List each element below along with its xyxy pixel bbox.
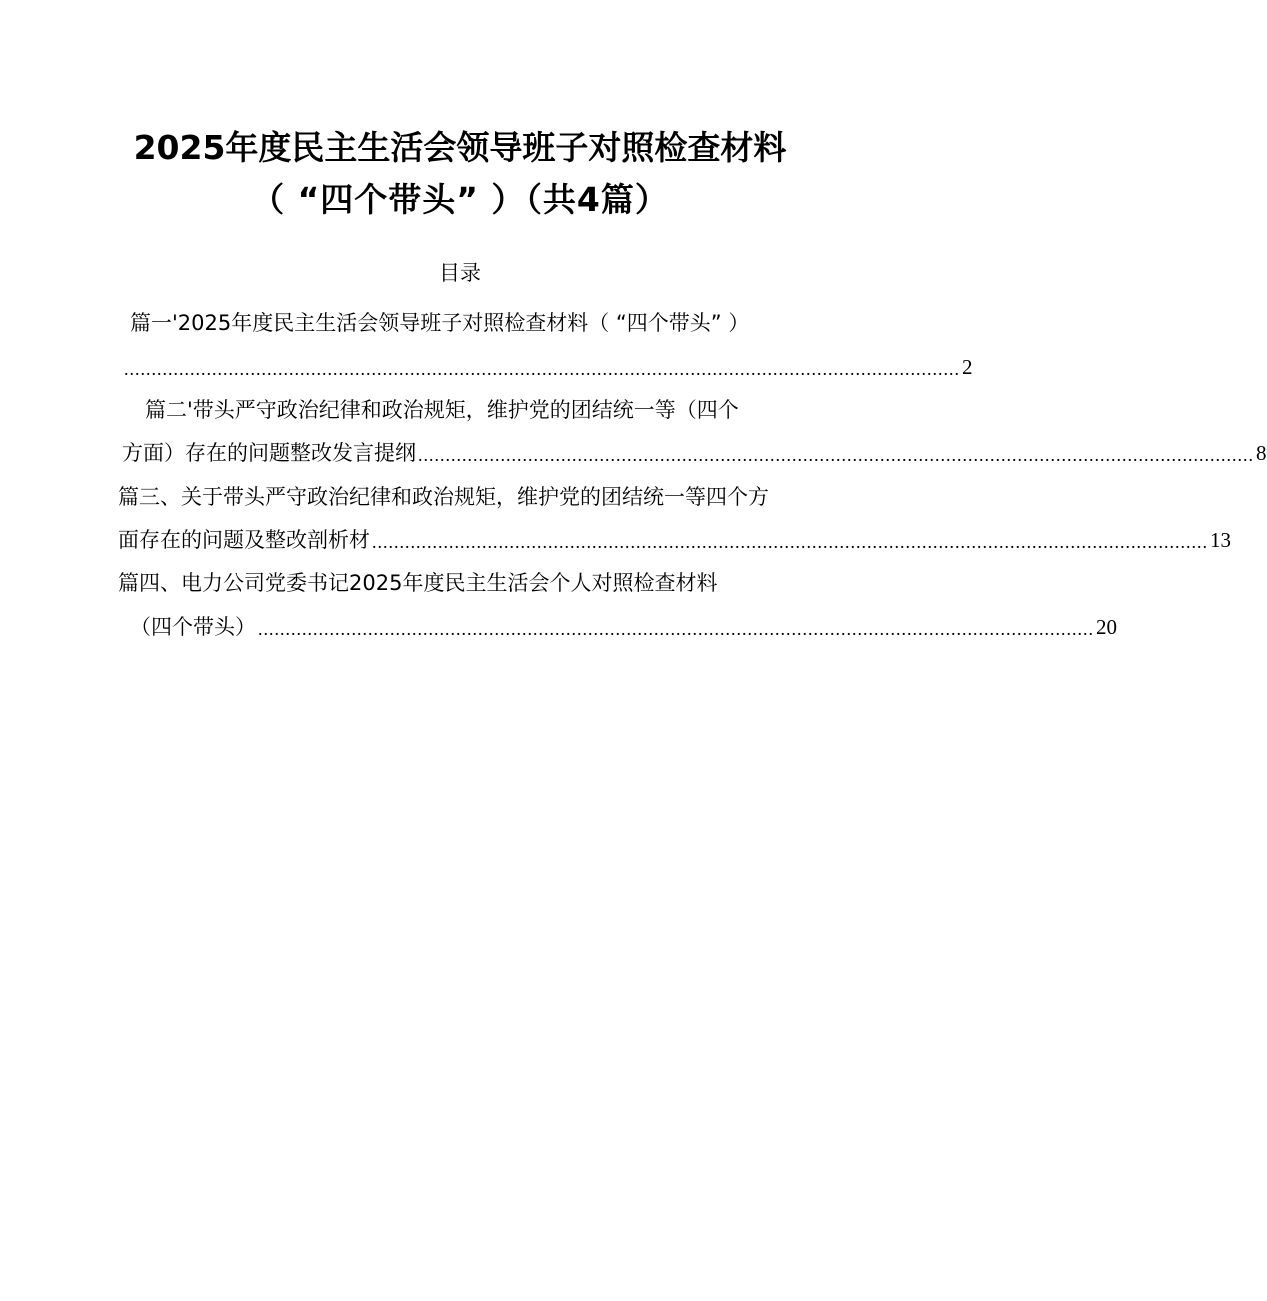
document-title-line2: （ “四个带头” ）（共4篇） [251,180,669,219]
dot-leader: ........................................................................................................................................................ [258,619,1094,639]
toc-entry-title-text: 篇二'带头严守政治纪律和政治规矩，维护党的团结统一等（四个 [145,398,739,422]
toc-page-number: 2 [962,355,973,379]
toc-heading: 目录 [439,261,481,285]
toc-entry-4-title[interactable] [118,568,808,598]
toc-entry-3-title[interactable] [118,482,828,512]
toc-entry-2-title[interactable] [145,395,815,425]
toc-page-number: 13 [1210,528,1231,552]
toc-page-number: 8 [1256,441,1267,465]
dot-leader: ........................................................................................................................................................ [372,532,1208,552]
toc-entry-4-leader[interactable] [130,612,1117,642]
dot-leader: ........................................................................................................................................................ [418,445,1254,465]
toc-page-number: 20 [1096,615,1117,639]
toc-entry-3-leader[interactable] [118,525,1231,555]
toc-entry-2-leader[interactable] [122,438,1267,468]
dot-leader: ........................................................................................................................................................ [124,359,960,379]
toc-entry-title-text: 面存在的问题及整改剖析材 [118,528,370,552]
toc-entry-title-text: 篇一'2025年度民主生活会领导班子对照检查材料（ “四个带头” ） [130,311,750,335]
toc-entry-1-title[interactable] [130,308,820,338]
toc-entry-title-text: 篇三、关于带头严守政治纪律和政治规矩，维护党的团结统一等四个方 [118,485,769,509]
toc-entry-title-text: 篇四、电力公司党委书记2025年度民主生活会个人对照检查材料 [118,571,718,595]
document-title-line1: 2025年度民主生活会领导班子对照检查材料 [133,128,787,167]
toc-entry-title-text: （四个带头） [130,615,256,639]
toc-entry-1-leader[interactable] [122,352,973,382]
toc-entry-title-text: 方面）存在的问题整改发言提纲 [122,441,416,465]
